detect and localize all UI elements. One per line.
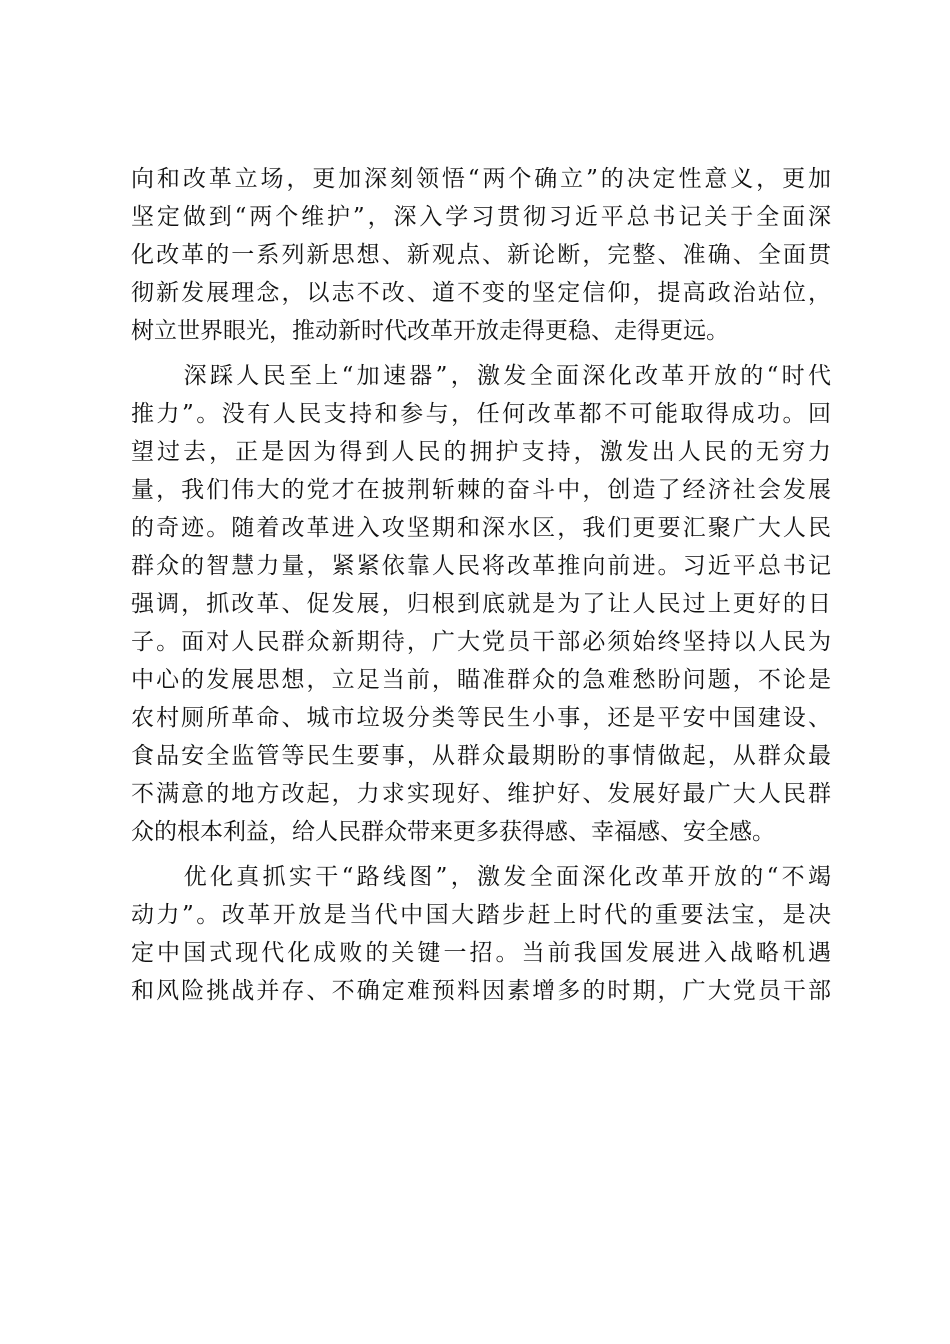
paragraph-spacer (131, 851, 831, 858)
text-line: 深踩人民至上“加速器”，激发全面深化改革开放的“时代 (131, 363, 831, 389)
text-line: 农村厕所革命、城市垃圾分类等民生小事，还是平安中国建设、 (131, 705, 831, 731)
text-line: 动力”。改革开放是当代中国大踏步赶上时代的重要法宝，是决 (131, 902, 831, 928)
text-line: 定中国式现代化成败的关键一招。当前我国发展进入战略机遇 (131, 940, 831, 966)
paragraph-3 (131, 858, 831, 1010)
text-line: 众的根本利益，给人民群众带来更多获得感、幸福感、安全感。 (131, 819, 775, 845)
document-body (131, 160, 831, 1010)
paragraph-1 (131, 160, 831, 350)
paragraph-2 (131, 357, 831, 851)
text-line: 望过去，正是因为得到人民的拥护支持，激发出人民的无穷力 (131, 439, 831, 465)
text-line: 树立世界眼光，推动新时代改革开放走得更稳、走得更远。 (131, 318, 729, 344)
text-line: 不满意的地方改起，力求实现好、维护好、发展好最广大人民群 (131, 781, 831, 807)
text-line: 量，我们伟大的党才在披荆斩棘的奋斗中，创造了经济社会发展 (131, 477, 831, 503)
text-line: 强调，抓改革、促发展，归根到底就是为了让人民过上更好的日 (131, 591, 831, 617)
text-line: 和风险挑战并存、不确定难预料因素增多的时期，广大党员干部 (131, 978, 831, 1004)
text-line: 中心的发展思想，立足当前，瞄准群众的急难愁盼问题，不论是 (131, 667, 831, 693)
text-line: 彻新发展理念，以志不改、道不变的坚定信仰，提高政治站位， (131, 280, 831, 306)
text-line: 优化真抓实干“路线图”，激发全面深化改革开放的“不竭 (131, 864, 831, 890)
text-line: 食品安全监管等民生要事，从群众最期盼的事情做起，从群众最 (131, 743, 831, 769)
text-line: 坚定做到“两个维护”，深入学习贯彻习近平总书记关于全面深 (131, 204, 831, 230)
text-line: 向和改革立场，更加深刻领悟“两个确立”的决定性意义，更加 (131, 166, 831, 192)
text-line: 的奇迹。随着改革进入攻坚期和深水区，我们更要汇聚广大人民 (131, 515, 831, 541)
text-line: 化改革的一系列新思想、新观点、新论断，完整、准确、全面贯 (131, 242, 831, 268)
text-line: 群众的智慧力量，紧紧依靠人民将改革推向前进。习近平总书记 (131, 553, 831, 579)
text-line: 子。面对人民群众新期待，广大党员干部必须始终坚持以人民为 (131, 629, 831, 655)
paragraph-spacer (131, 350, 831, 357)
text-line: 推力”。没有人民支持和参与，任何改革都不可能取得成功。回 (131, 401, 831, 427)
